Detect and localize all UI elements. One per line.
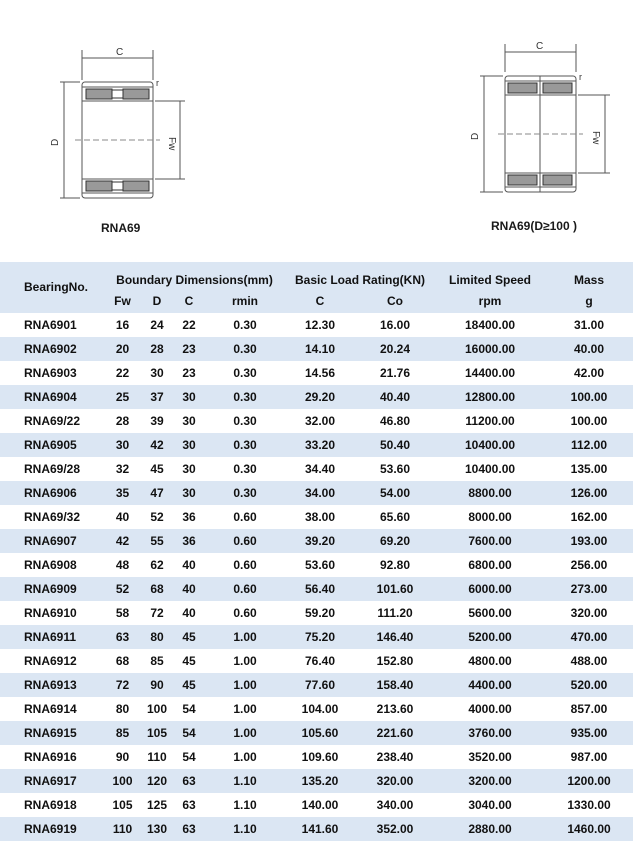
cell-load-co: 340.00 bbox=[355, 793, 435, 817]
cell-mass: 520.00 bbox=[545, 673, 633, 697]
cell-load-c: 14.10 bbox=[285, 337, 355, 361]
r-label-right: r bbox=[579, 72, 582, 82]
table-row bbox=[0, 505, 633, 529]
cell-rmin: 1.00 bbox=[205, 745, 285, 769]
cell-load-co: 320.00 bbox=[355, 769, 435, 793]
cell-d: 62 bbox=[141, 553, 173, 577]
cell-load-c: 29.20 bbox=[285, 385, 355, 409]
cell-fw: 16 bbox=[104, 313, 141, 337]
cell-d: 130 bbox=[141, 817, 173, 841]
cell-rmin: 1.10 bbox=[205, 817, 285, 841]
cell-bearing-no: RNA6907 bbox=[0, 529, 104, 553]
cell-c: 45 bbox=[173, 673, 205, 697]
cell-load-c: 141.60 bbox=[285, 817, 355, 841]
cell-c: 30 bbox=[173, 433, 205, 457]
cell-mass: 256.00 bbox=[545, 553, 633, 577]
cell-bearing-no: RNA6903 bbox=[0, 361, 104, 385]
header-rmin: rmin bbox=[205, 289, 285, 313]
cell-fw: 30 bbox=[104, 433, 141, 457]
header-rpm: rpm bbox=[435, 289, 545, 313]
cell-bearing-no: RNA69/22 bbox=[0, 409, 104, 433]
table-row bbox=[0, 457, 633, 481]
cell-d: 110 bbox=[141, 745, 173, 769]
cell-c: 23 bbox=[173, 361, 205, 385]
r-label-left: r bbox=[156, 78, 159, 88]
cell-fw: 100 bbox=[104, 769, 141, 793]
cell-d: 37 bbox=[141, 385, 173, 409]
table-row bbox=[0, 745, 633, 769]
cell-fw: 63 bbox=[104, 625, 141, 649]
cell-mass: 857.00 bbox=[545, 697, 633, 721]
header-bearing-no: BearingNo. bbox=[0, 262, 104, 313]
header-load: Basic Load Rating(KN) bbox=[285, 262, 435, 289]
cell-fw: 22 bbox=[104, 361, 141, 385]
cell-rmin: 0.60 bbox=[205, 577, 285, 601]
cell-d: 55 bbox=[141, 529, 173, 553]
cell-bearing-no: RNA6912 bbox=[0, 649, 104, 673]
table-row bbox=[0, 577, 633, 601]
cell-c: 30 bbox=[173, 409, 205, 433]
cell-rmin: 0.30 bbox=[205, 361, 285, 385]
cell-bearing-no: RNA6913 bbox=[0, 673, 104, 697]
cell-load-co: 54.00 bbox=[355, 481, 435, 505]
cell-mass: 40.00 bbox=[545, 337, 633, 361]
cell-d: 120 bbox=[141, 769, 173, 793]
table-row bbox=[0, 817, 633, 841]
cell-mass: 112.00 bbox=[545, 433, 633, 457]
cell-load-co: 92.80 bbox=[355, 553, 435, 577]
cell-bearing-no: RNA6902 bbox=[0, 337, 104, 361]
cell-load-co: 16.00 bbox=[355, 313, 435, 337]
cell-speed: 3520.00 bbox=[435, 745, 545, 769]
cell-load-co: 213.60 bbox=[355, 697, 435, 721]
cell-load-co: 352.00 bbox=[355, 817, 435, 841]
table-row bbox=[0, 601, 633, 625]
caption-rna69: RNA69 bbox=[101, 221, 141, 235]
table-row bbox=[0, 553, 633, 577]
cell-speed: 11200.00 bbox=[435, 409, 545, 433]
cell-fw: 72 bbox=[104, 673, 141, 697]
cell-d: 125 bbox=[141, 793, 173, 817]
cell-rmin: 0.30 bbox=[205, 409, 285, 433]
cell-c: 45 bbox=[173, 625, 205, 649]
cell-mass: 470.00 bbox=[545, 625, 633, 649]
header-load-c: C bbox=[285, 289, 355, 313]
table-row bbox=[0, 337, 633, 361]
cell-fw: 48 bbox=[104, 553, 141, 577]
cell-d: 47 bbox=[141, 481, 173, 505]
cell-d: 42 bbox=[141, 433, 173, 457]
cell-load-c: 32.00 bbox=[285, 409, 355, 433]
cell-bearing-no: RNA6906 bbox=[0, 481, 104, 505]
cell-mass: 193.00 bbox=[545, 529, 633, 553]
cell-load-co: 152.80 bbox=[355, 649, 435, 673]
d-label-right: D bbox=[470, 132, 481, 140]
cell-mass: 273.00 bbox=[545, 577, 633, 601]
cell-speed: 18400.00 bbox=[435, 313, 545, 337]
table-row bbox=[0, 529, 633, 553]
cell-d: 90 bbox=[141, 673, 173, 697]
cell-rmin: 1.00 bbox=[205, 721, 285, 745]
cell-rmin: 0.60 bbox=[205, 529, 285, 553]
cell-speed: 8800.00 bbox=[435, 481, 545, 505]
cell-fw: 85 bbox=[104, 721, 141, 745]
header-load-co: Co bbox=[355, 289, 435, 313]
cell-speed: 3200.00 bbox=[435, 769, 545, 793]
cell-load-c: 135.20 bbox=[285, 769, 355, 793]
cell-speed: 6800.00 bbox=[435, 553, 545, 577]
cell-load-co: 50.40 bbox=[355, 433, 435, 457]
d-label-left: D bbox=[50, 138, 61, 146]
cell-fw: 42 bbox=[104, 529, 141, 553]
cell-c: 30 bbox=[173, 385, 205, 409]
cell-c: 63 bbox=[173, 793, 205, 817]
cell-speed: 4400.00 bbox=[435, 673, 545, 697]
cell-speed: 7600.00 bbox=[435, 529, 545, 553]
cell-mass: 135.00 bbox=[545, 457, 633, 481]
cell-bearing-no: RNA6915 bbox=[0, 721, 104, 745]
cell-load-c: 34.40 bbox=[285, 457, 355, 481]
cell-d: 52 bbox=[141, 505, 173, 529]
cell-rmin: 0.30 bbox=[205, 433, 285, 457]
cell-load-c: 33.20 bbox=[285, 433, 355, 457]
table-row bbox=[0, 649, 633, 673]
cell-fw: 80 bbox=[104, 697, 141, 721]
table-row bbox=[0, 721, 633, 745]
cell-bearing-no: RNA6914 bbox=[0, 697, 104, 721]
table-row bbox=[0, 481, 633, 505]
cell-rmin: 1.00 bbox=[205, 625, 285, 649]
cell-load-co: 40.40 bbox=[355, 385, 435, 409]
cell-c: 22 bbox=[173, 313, 205, 337]
c-label-left: C bbox=[116, 47, 124, 58]
cell-rmin: 0.30 bbox=[205, 481, 285, 505]
cell-d: 105 bbox=[141, 721, 173, 745]
cell-load-c: 76.40 bbox=[285, 649, 355, 673]
cell-bearing-no: RNA6917 bbox=[0, 769, 104, 793]
cell-speed: 5200.00 bbox=[435, 625, 545, 649]
cell-bearing-no: RNA6910 bbox=[0, 601, 104, 625]
cell-c: 30 bbox=[173, 457, 205, 481]
cell-fw: 28 bbox=[104, 409, 141, 433]
cell-fw: 52 bbox=[104, 577, 141, 601]
cell-bearing-no: RNA6904 bbox=[0, 385, 104, 409]
cell-bearing-no: RNA6908 bbox=[0, 553, 104, 577]
cell-bearing-no: RNA69/32 bbox=[0, 505, 104, 529]
cell-mass: 126.00 bbox=[545, 481, 633, 505]
cell-c: 40 bbox=[173, 577, 205, 601]
cell-c: 40 bbox=[173, 553, 205, 577]
cell-load-c: 56.40 bbox=[285, 577, 355, 601]
cell-rmin: 0.30 bbox=[205, 385, 285, 409]
cell-c: 63 bbox=[173, 769, 205, 793]
cell-mass: 1330.00 bbox=[545, 793, 633, 817]
cell-c: 63 bbox=[173, 817, 205, 841]
cell-fw: 32 bbox=[104, 457, 141, 481]
cell-load-c: 75.20 bbox=[285, 625, 355, 649]
cell-c: 54 bbox=[173, 697, 205, 721]
cell-speed: 10400.00 bbox=[435, 457, 545, 481]
cell-speed: 3760.00 bbox=[435, 721, 545, 745]
cell-mass: 1460.00 bbox=[545, 817, 633, 841]
cell-fw: 68 bbox=[104, 649, 141, 673]
cell-load-c: 53.60 bbox=[285, 553, 355, 577]
cell-mass: 1200.00 bbox=[545, 769, 633, 793]
cell-d: 28 bbox=[141, 337, 173, 361]
cell-speed: 6000.00 bbox=[435, 577, 545, 601]
cell-c: 36 bbox=[173, 529, 205, 553]
cell-c: 54 bbox=[173, 745, 205, 769]
cell-fw: 110 bbox=[104, 817, 141, 841]
cell-load-c: 14.56 bbox=[285, 361, 355, 385]
cell-d: 72 bbox=[141, 601, 173, 625]
caption-rna69-large: RNA69(D≥100 ) bbox=[491, 219, 577, 233]
cell-fw: 105 bbox=[104, 793, 141, 817]
cell-mass: 935.00 bbox=[545, 721, 633, 745]
bearing-specs-table bbox=[0, 262, 633, 841]
header-boundary: Boundary Dimensions(mm) bbox=[104, 262, 285, 289]
cell-rmin: 0.30 bbox=[205, 337, 285, 361]
cell-bearing-no: RNA6911 bbox=[0, 625, 104, 649]
cell-mass: 488.00 bbox=[545, 649, 633, 673]
cell-d: 100 bbox=[141, 697, 173, 721]
cell-mass: 987.00 bbox=[545, 745, 633, 769]
fw-label-left: Fw bbox=[166, 137, 177, 151]
cell-speed: 8000.00 bbox=[435, 505, 545, 529]
table-row bbox=[0, 409, 633, 433]
cell-rmin: 0.30 bbox=[205, 313, 285, 337]
cell-load-c: 104.00 bbox=[285, 697, 355, 721]
table-row bbox=[0, 313, 633, 337]
cell-bearing-no: RNA6905 bbox=[0, 433, 104, 457]
cell-load-co: 46.80 bbox=[355, 409, 435, 433]
cell-load-c: 77.60 bbox=[285, 673, 355, 697]
cell-fw: 20 bbox=[104, 337, 141, 361]
header-speed: Limited Speed bbox=[435, 262, 545, 289]
cell-rmin: 1.00 bbox=[205, 673, 285, 697]
cell-load-c: 140.00 bbox=[285, 793, 355, 817]
cell-load-c: 12.30 bbox=[285, 313, 355, 337]
table-row bbox=[0, 385, 633, 409]
cell-load-co: 101.60 bbox=[355, 577, 435, 601]
cell-rmin: 1.10 bbox=[205, 769, 285, 793]
cell-c: 23 bbox=[173, 337, 205, 361]
cell-load-co: 146.40 bbox=[355, 625, 435, 649]
cell-d: 85 bbox=[141, 649, 173, 673]
table-row bbox=[0, 361, 633, 385]
cell-bearing-no: RNA6918 bbox=[0, 793, 104, 817]
cell-load-co: 221.60 bbox=[355, 721, 435, 745]
cell-d: 30 bbox=[141, 361, 173, 385]
cell-fw: 40 bbox=[104, 505, 141, 529]
cell-bearing-no: RNA6916 bbox=[0, 745, 104, 769]
c-label-right: C bbox=[536, 41, 544, 52]
cell-c: 45 bbox=[173, 649, 205, 673]
cell-load-co: 21.76 bbox=[355, 361, 435, 385]
cell-rmin: 0.60 bbox=[205, 505, 285, 529]
cell-d: 39 bbox=[141, 409, 173, 433]
cell-load-c: 34.00 bbox=[285, 481, 355, 505]
table-body bbox=[0, 313, 633, 841]
cell-bearing-no: RNA6901 bbox=[0, 313, 104, 337]
table-row bbox=[0, 625, 633, 649]
cell-bearing-no: RNA6909 bbox=[0, 577, 104, 601]
cell-speed: 10400.00 bbox=[435, 433, 545, 457]
cell-d: 45 bbox=[141, 457, 173, 481]
cell-speed: 14400.00 bbox=[435, 361, 545, 385]
header-mass: Mass bbox=[545, 262, 633, 289]
cell-speed: 5600.00 bbox=[435, 601, 545, 625]
table-row bbox=[0, 433, 633, 457]
table-row bbox=[0, 673, 633, 697]
cell-fw: 58 bbox=[104, 601, 141, 625]
cell-mass: 42.00 bbox=[545, 361, 633, 385]
cell-d: 68 bbox=[141, 577, 173, 601]
cell-load-co: 53.60 bbox=[355, 457, 435, 481]
cell-load-co: 65.60 bbox=[355, 505, 435, 529]
cell-c: 54 bbox=[173, 721, 205, 745]
cell-bearing-no: RNA6919 bbox=[0, 817, 104, 841]
rna69-drawing bbox=[60, 50, 185, 198]
cell-load-co: 158.40 bbox=[355, 673, 435, 697]
cell-load-co: 20.24 bbox=[355, 337, 435, 361]
cell-load-c: 59.20 bbox=[285, 601, 355, 625]
cell-speed: 4000.00 bbox=[435, 697, 545, 721]
fw-label-right: Fw bbox=[590, 131, 601, 145]
cell-rmin: 0.60 bbox=[205, 601, 285, 625]
cell-rmin: 1.00 bbox=[205, 649, 285, 673]
cell-speed: 16000.00 bbox=[435, 337, 545, 361]
cell-load-c: 38.00 bbox=[285, 505, 355, 529]
cell-mass: 100.00 bbox=[545, 409, 633, 433]
cell-load-co: 69.20 bbox=[355, 529, 435, 553]
table-row bbox=[0, 769, 633, 793]
rna69-large-drawing bbox=[480, 44, 610, 192]
cell-load-c: 109.60 bbox=[285, 745, 355, 769]
cell-d: 24 bbox=[141, 313, 173, 337]
cell-speed: 3040.00 bbox=[435, 793, 545, 817]
cell-fw: 90 bbox=[104, 745, 141, 769]
cell-mass: 31.00 bbox=[545, 313, 633, 337]
cell-rmin: 1.10 bbox=[205, 793, 285, 817]
cell-mass: 100.00 bbox=[545, 385, 633, 409]
cell-d: 80 bbox=[141, 625, 173, 649]
header-g: g bbox=[545, 289, 633, 313]
cell-c: 30 bbox=[173, 481, 205, 505]
cell-speed: 12800.00 bbox=[435, 385, 545, 409]
header-fw: Fw bbox=[104, 289, 141, 313]
table-row bbox=[0, 697, 633, 721]
cell-load-co: 238.40 bbox=[355, 745, 435, 769]
cell-speed: 2880.00 bbox=[435, 817, 545, 841]
cell-load-co: 111.20 bbox=[355, 601, 435, 625]
cell-c: 36 bbox=[173, 505, 205, 529]
cell-speed: 4800.00 bbox=[435, 649, 545, 673]
cell-mass: 320.00 bbox=[545, 601, 633, 625]
cell-mass: 162.00 bbox=[545, 505, 633, 529]
table-header bbox=[0, 262, 633, 313]
cell-fw: 35 bbox=[104, 481, 141, 505]
cell-rmin: 0.30 bbox=[205, 457, 285, 481]
cell-load-c: 39.20 bbox=[285, 529, 355, 553]
specs-table-container bbox=[0, 262, 633, 841]
cell-fw: 25 bbox=[104, 385, 141, 409]
cell-bearing-no: RNA69/28 bbox=[0, 457, 104, 481]
table-row bbox=[0, 793, 633, 817]
header-d: D bbox=[141, 289, 173, 313]
cell-load-c: 105.60 bbox=[285, 721, 355, 745]
header-c: C bbox=[173, 289, 205, 313]
cell-c: 40 bbox=[173, 601, 205, 625]
cell-rmin: 0.60 bbox=[205, 553, 285, 577]
cell-rmin: 1.00 bbox=[205, 697, 285, 721]
